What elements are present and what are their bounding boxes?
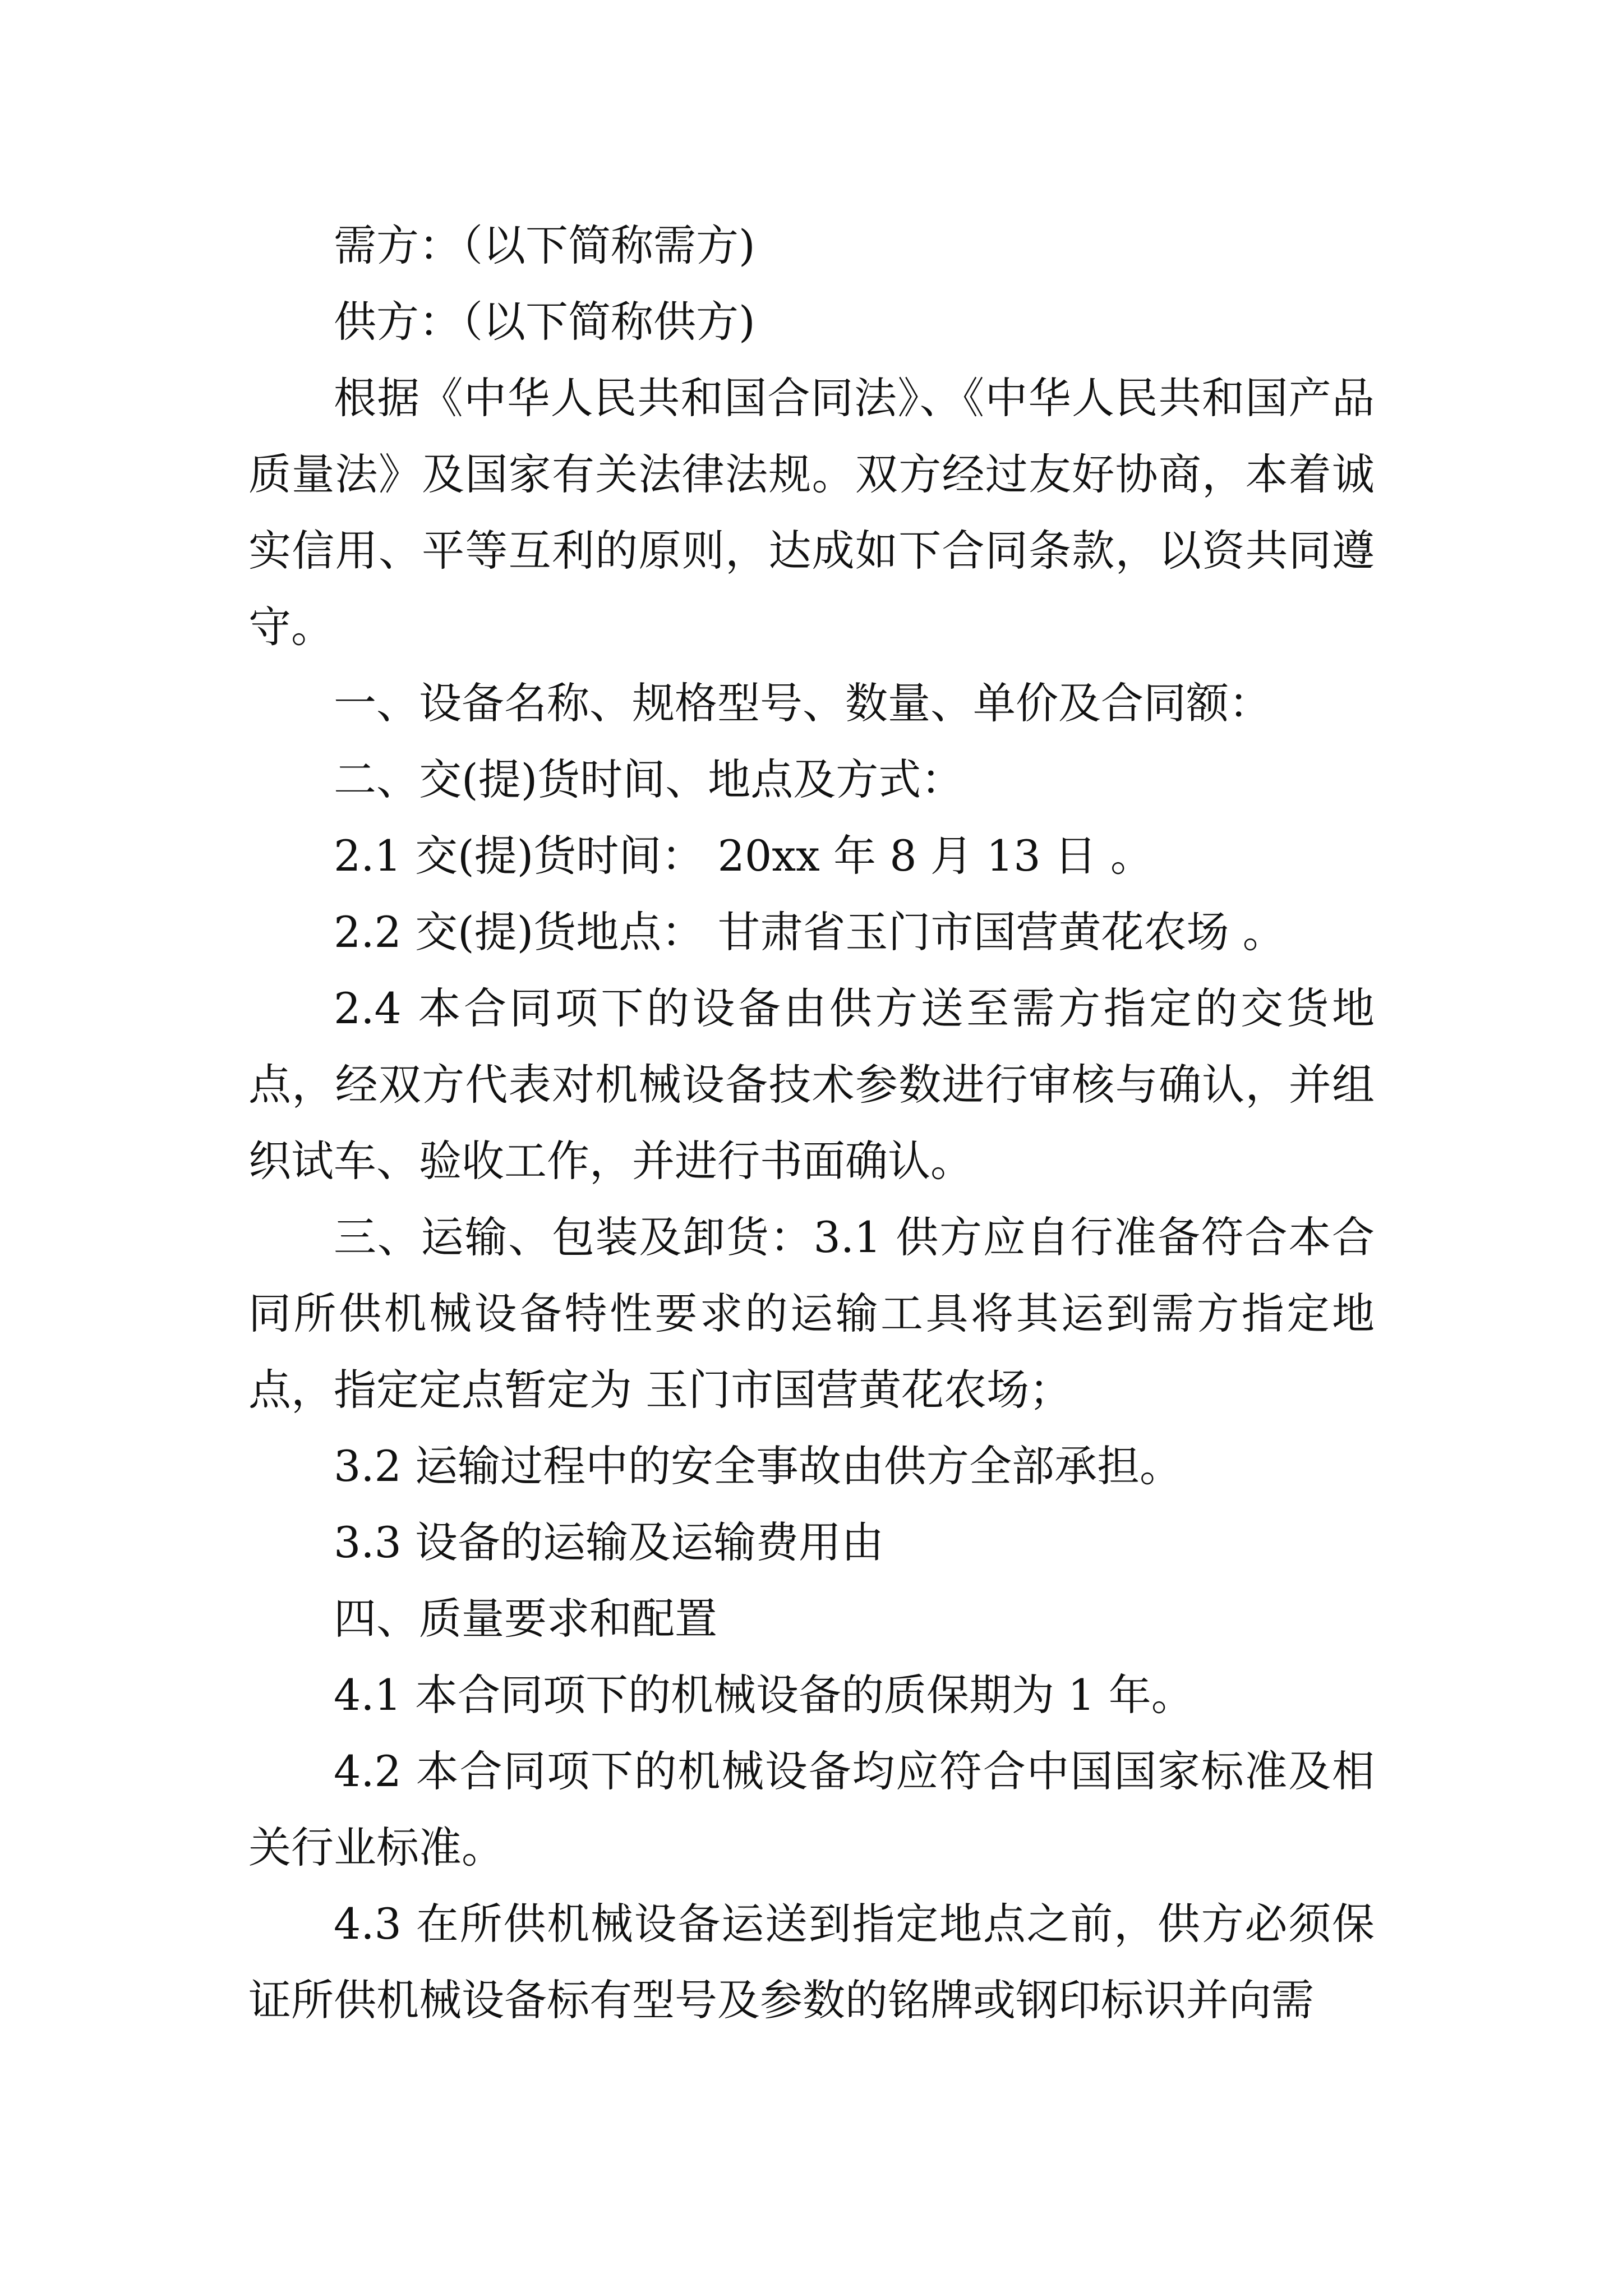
clause-3-2: 3.2 运输过程中的安全事故由供方全部承担。 bbox=[334, 1441, 1183, 1491]
section-heading-quality: 四、质量要求和配置 bbox=[334, 1594, 717, 1644]
section-heading-equipment: 一、设备名称、规格型号、数量、单价及合同额： bbox=[334, 678, 1271, 728]
paragraph-supply-party: 供方：（以下简称供方) bbox=[334, 297, 755, 347]
clause-2-2: 2.2 交(提)货地点： 甘肃省玉门市国营黄花农场 。 bbox=[334, 907, 1285, 957]
clause-4-2: 4.2 本合同项下的机械设备均应符合中国国家标准及相关行业标准。 bbox=[248, 1746, 1375, 1872]
section-transport-clause-3-1: 三、运输、包装及卸货：3.1 供方应自行准备符合本合同所供机械设备特性要求的运输工具将其运到需方指定地点，指定定点暂定为 玉门市国营黄花农场； bbox=[248, 1212, 1375, 1415]
clause-4-3: 4.3 在所供机械设备运送到指定地点之前，供方必须保证所供机械设备标有型号及参数的铭牌或钢印标识并向需 bbox=[248, 1899, 1375, 2025]
clause-3-3: 3.3 设备的运输及运输费用由 bbox=[334, 1517, 884, 1567]
clause-2-4: 2.4 本合同项下的设备由供方送至需方指定的交货地点，经双方代表对机械设备技术参数进行审核与确认，并组织试车、验收工作，并进行书面确认。 bbox=[248, 983, 1375, 1186]
clause-2-1: 2.1 交(提)货时间： 20xx 年 8 月 13 日 。 bbox=[334, 831, 1153, 881]
paragraph-demand-party: 需方：（以下简称需方) bbox=[334, 220, 755, 270]
section-heading-delivery: 二、交(提)货时间、地点及方式： bbox=[334, 754, 964, 804]
paragraph-preamble: 根据《中华人民共和国合同法》、《中华人民共和国产品质量法》及国家有关法律法规。双方经过友好协商，本着诚实信用、平等互利的原则，达成如下合同条款，以资共同遵守。 bbox=[248, 373, 1375, 652]
clause-4-1: 4.1 本合同项下的机械设备的质保期为 1 年。 bbox=[334, 1670, 1194, 1720]
document-body bbox=[248, 208, 1375, 2039]
